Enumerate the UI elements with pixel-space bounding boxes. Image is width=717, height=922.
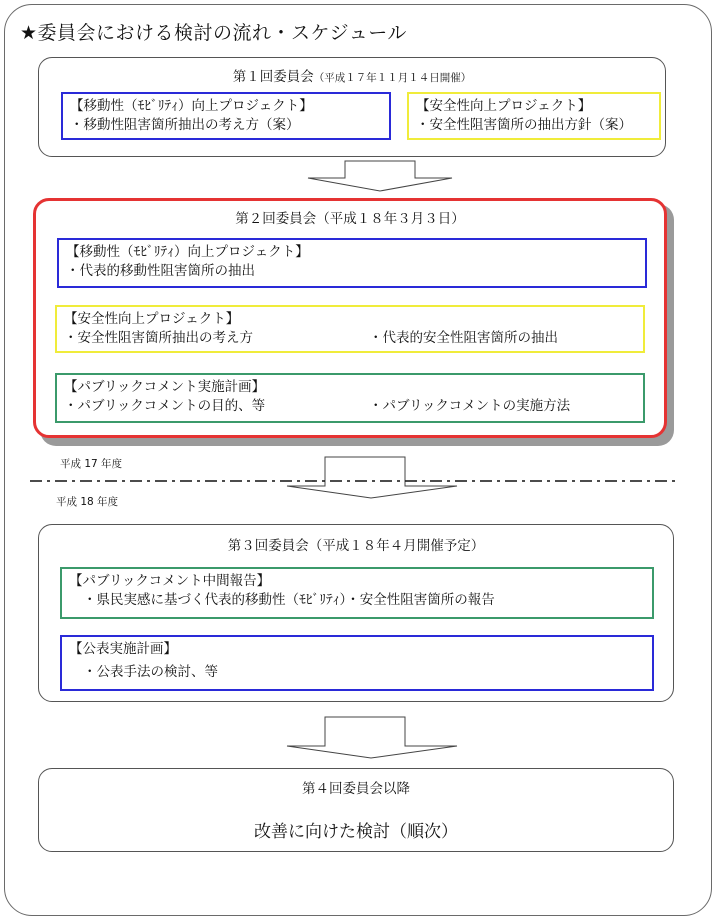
- meeting-1-safety-item: ・安全性阻害箇所の抽出方針（案）: [416, 117, 632, 133]
- meeting-2-public-comment-box: [55, 373, 645, 423]
- down-arrow-3: [285, 716, 461, 760]
- meeting-4-title: 第４回委員会以降: [302, 781, 410, 797]
- meeting-3-release-item: ・公表手法の検討、等: [83, 664, 218, 680]
- meeting-2-title: 第２回委員会（平成１８年３月３日）: [235, 211, 465, 227]
- meeting-1-safety-heading: 【安全性向上プロジェクト】: [416, 98, 592, 114]
- page-title: ★委員会における検討の流れ・スケジュール: [20, 22, 407, 44]
- meeting-4-panel: [38, 768, 674, 852]
- fiscal-year-18-label: 平成 18 年度: [56, 496, 119, 508]
- meeting-1-mobility-box: [61, 92, 391, 140]
- meeting-3-release-plan-box: [60, 635, 654, 691]
- meeting-2-panel: [33, 198, 667, 438]
- meeting-3-interim-heading: 【パブリックコメント中間報告】: [69, 573, 271, 589]
- fiscal-year-17-label: 平成 17 年度: [60, 458, 123, 470]
- meeting-1-name: 第１回委員会: [232, 69, 314, 85]
- meeting-3-panel: [38, 524, 674, 702]
- down-arrow-1: [305, 160, 455, 192]
- meeting-1-mobility-item: ・移動性阻害箇所抽出の考え方（案）: [70, 117, 300, 133]
- meeting-2-mobility-box: [57, 238, 647, 288]
- fiscal-year-divider-line: [30, 479, 676, 483]
- meeting-3-title: 第３回委員会（平成１８年４月開催予定）: [227, 538, 485, 554]
- meeting-2-mobility-heading: 【移動性（ﾓﾋﾞﾘﾃｨ）向上プロジェクト】: [66, 244, 309, 260]
- meeting-2-safety-box: [55, 305, 645, 353]
- down-arrow-2: [285, 456, 461, 500]
- meeting-1-date-note: （平成１７年１１月１４日開催）: [313, 72, 472, 84]
- meeting-2-safety-heading: 【安全性向上プロジェクト】: [64, 311, 240, 327]
- meeting-2-safety-item-2: ・代表的安全性阻害箇所の抽出: [369, 330, 558, 346]
- meeting-1-safety-box: [407, 92, 661, 140]
- meeting-3-interim-report-box: [60, 567, 654, 619]
- meeting-2-public-heading: 【パブリックコメント実施計画】: [64, 379, 266, 395]
- meeting-4-text: 改善に向けた検討（順次）: [254, 822, 458, 842]
- meeting-3-interim-item: ・県民実感に基づく代表的移動性（ﾓﾋﾞﾘﾃｨ）・安全性阻害箇所の報告: [83, 592, 495, 608]
- meeting-2-mobility-item: ・代表的移動性阻害箇所の抽出: [66, 263, 255, 279]
- meeting-2-safety-item-1: ・安全性阻害箇所抽出の考え方: [64, 330, 253, 346]
- meeting-1-panel: [38, 57, 666, 157]
- meeting-2-public-item-2: ・パブリックコメントの実施方法: [369, 398, 571, 414]
- meeting-2-public-item-1: ・パブリックコメントの目的、等: [64, 398, 266, 414]
- meeting-1-mobility-heading: 【移動性（ﾓﾋﾞﾘﾃｨ）向上プロジェクト】: [70, 98, 313, 114]
- meeting-3-release-heading: 【公表実施計画】: [69, 641, 177, 657]
- meeting-1-title: [39, 65, 665, 85]
